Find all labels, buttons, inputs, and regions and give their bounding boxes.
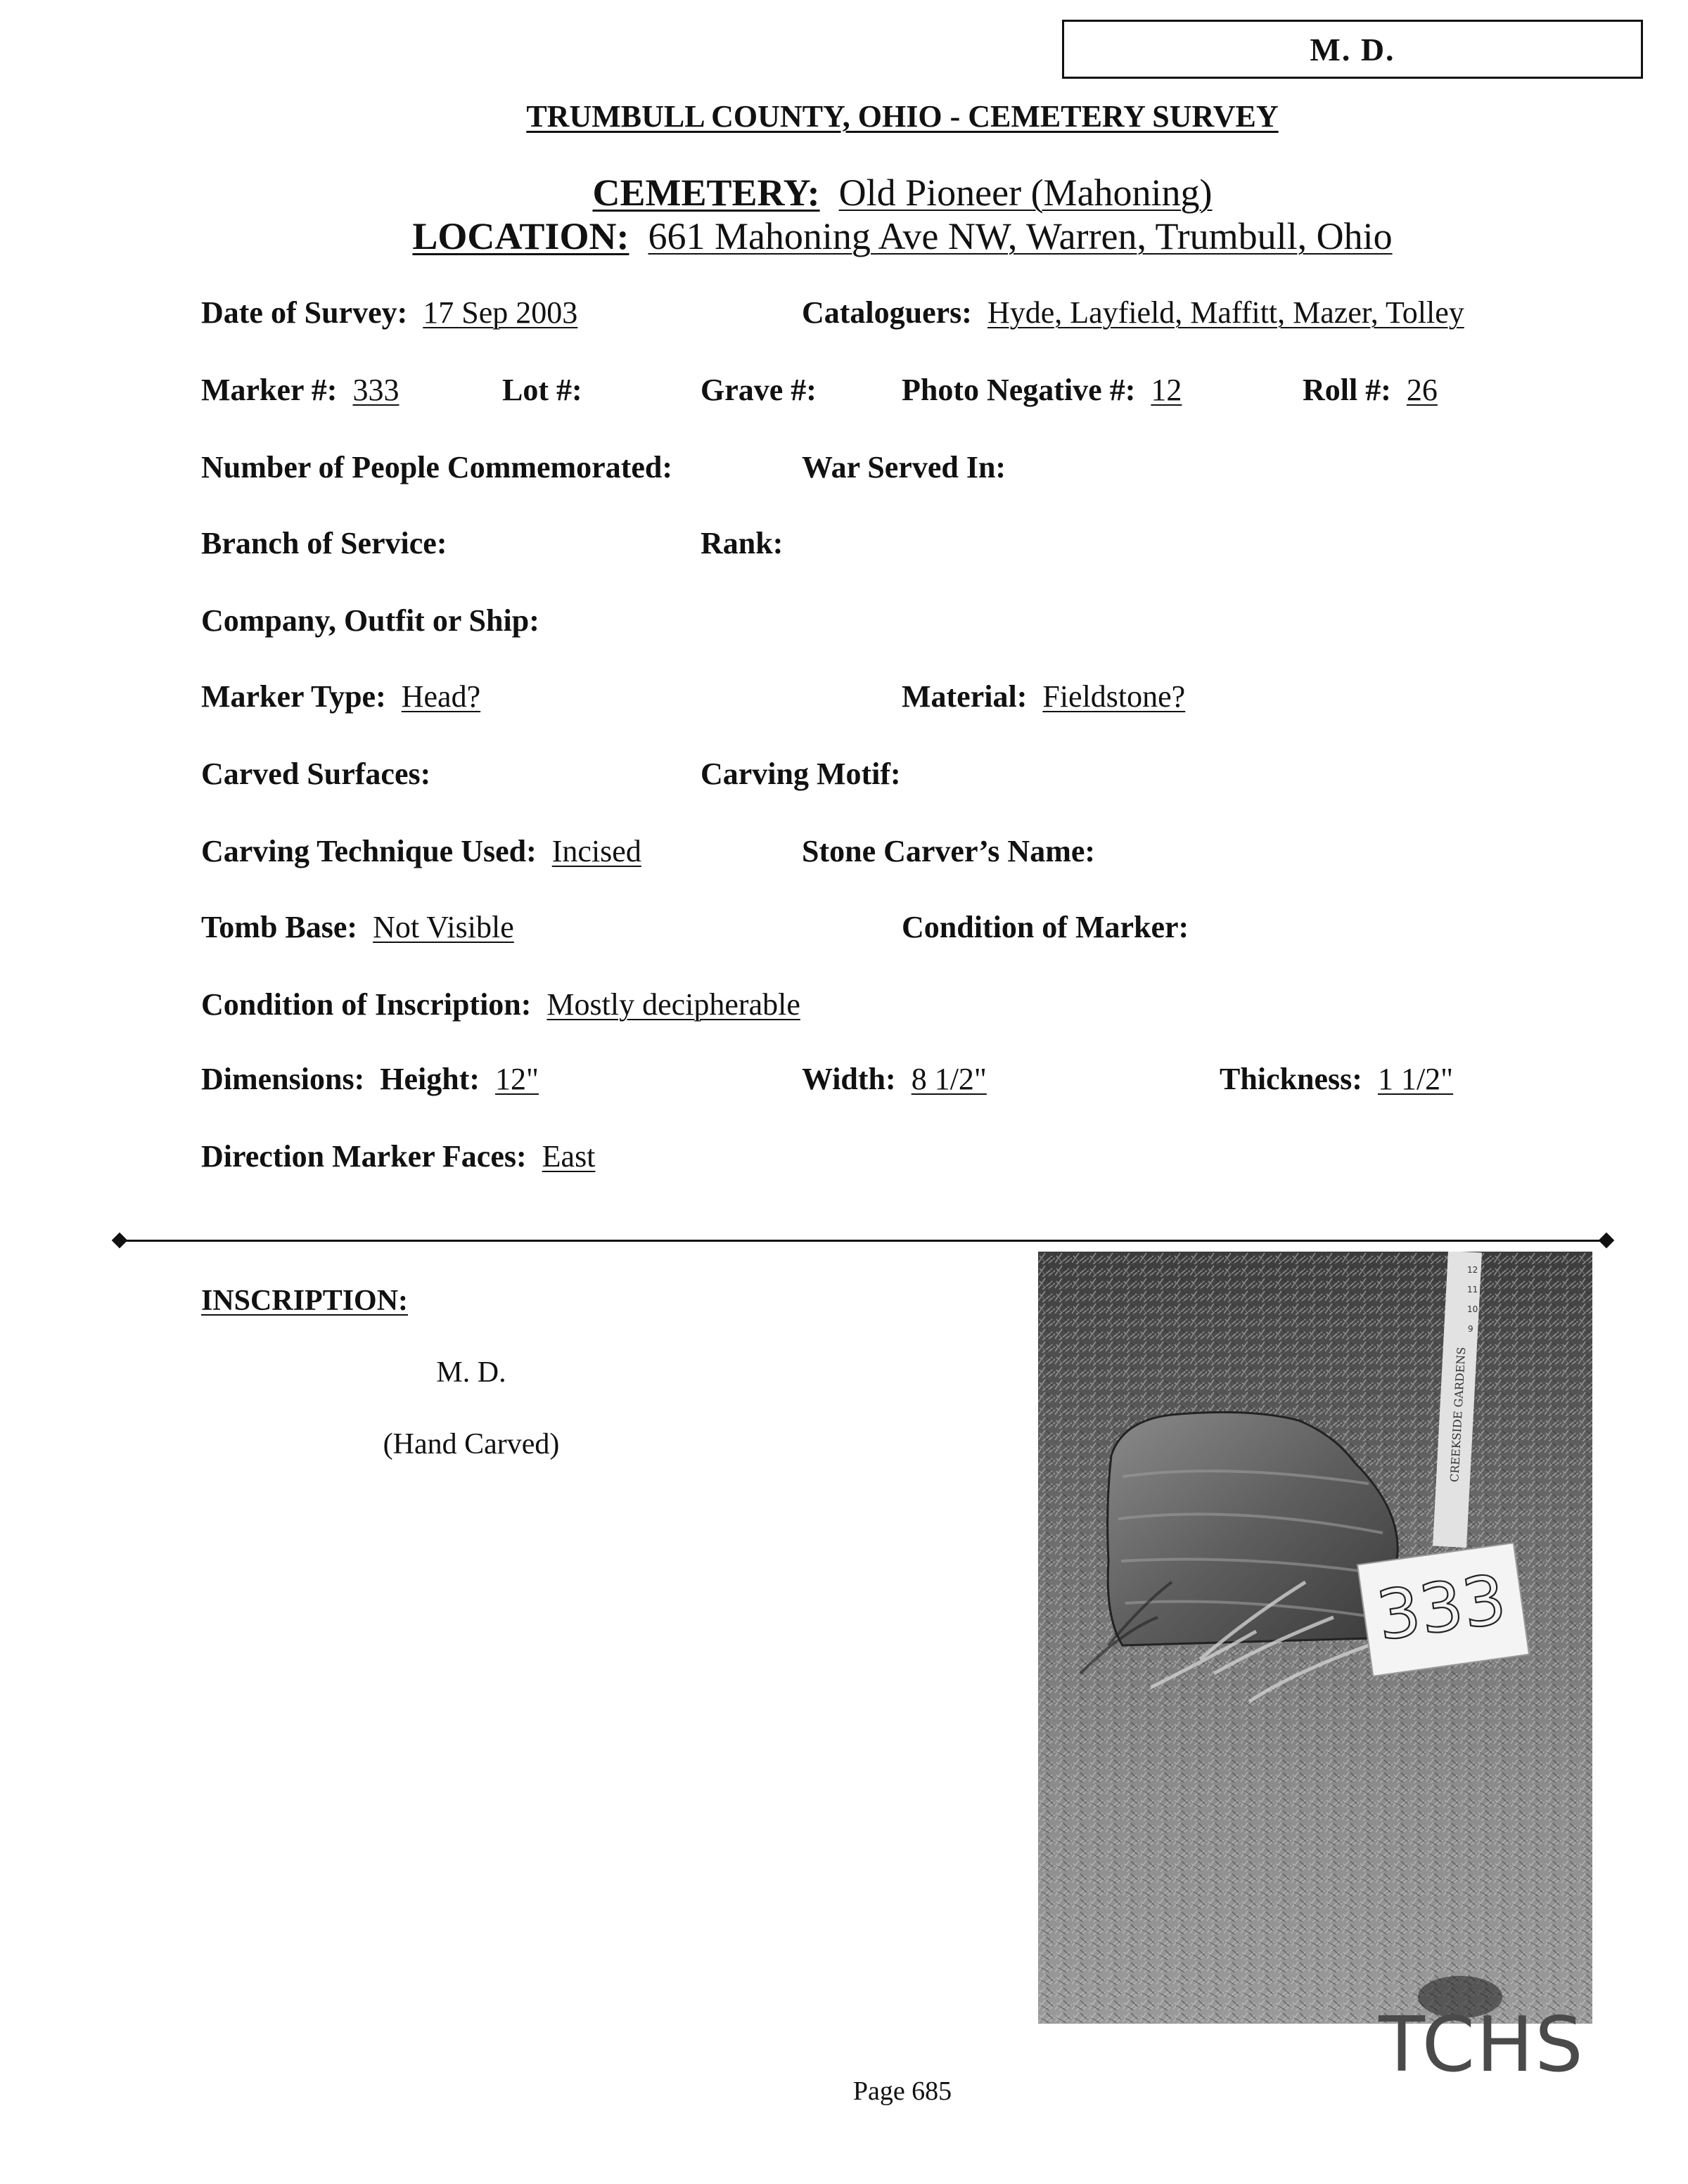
cemetery-value: Old Pioneer (Mahoning) <box>838 172 1213 214</box>
field-company-outfit-ship <box>201 602 539 640</box>
field-label: War Served In: <box>802 450 1006 484</box>
field-thickness <box>1220 1060 1453 1098</box>
field-value: 333 <box>352 373 399 407</box>
height-label: Height: <box>380 1062 480 1096</box>
ruler-number: 9 <box>1468 1324 1473 1334</box>
field-label: Stone Carver’s Name: <box>802 834 1096 868</box>
field-direction-faces <box>201 1138 595 1176</box>
field-carving-motif <box>701 755 901 793</box>
field-value: East <box>542 1139 596 1174</box>
field-label: Grave #: <box>701 373 817 407</box>
field-carving-technique <box>201 833 641 871</box>
ruler-number: 12 <box>1467 1265 1478 1275</box>
field-value: Hyde, Layfield, Maffitt, Mazer, Tolley <box>987 295 1464 330</box>
section-divider <box>120 1240 1608 1242</box>
field-grave-no <box>701 371 817 409</box>
location-line <box>0 214 1688 259</box>
thickness-label: Thickness: <box>1220 1062 1362 1096</box>
ruler-number: 10 <box>1467 1304 1478 1314</box>
location-value: 661 Mahoning Ave NW, Warren, Trumbull, Ohio <box>648 215 1393 257</box>
field-label: Roll #: <box>1303 373 1391 407</box>
field-label: Photo Negative #: <box>902 373 1136 407</box>
field-rank <box>701 525 783 563</box>
ruler-number: 11 <box>1467 1285 1478 1295</box>
field-dimensions <box>201 1060 539 1098</box>
field-label: Condition of Inscription: <box>201 987 532 1022</box>
field-label: Branch of Service: <box>201 526 447 560</box>
tchs-watermark: TCHS <box>1379 2001 1585 2089</box>
cemetery-line <box>0 170 1688 215</box>
page-number: Page 685 <box>852 2076 952 2106</box>
field-stone-carver <box>802 833 1095 871</box>
field-value: 12 <box>1151 373 1182 407</box>
field-label: Number of People Commemorated: <box>201 450 673 484</box>
field-value: 17 Sep 2003 <box>423 295 578 330</box>
inscription-label: INSCRIPTION: <box>201 1285 409 1317</box>
field-marker-type <box>201 678 480 716</box>
cemetery-label: CEMETERY: <box>592 172 820 214</box>
field-value: 26 <box>1406 373 1438 407</box>
field-value: Mostly decipherable <box>546 987 800 1022</box>
field-photo-negative-no <box>902 371 1182 409</box>
marker-id-box: M. D. <box>1062 20 1643 79</box>
field-condition-of-marker <box>902 908 1189 946</box>
field-label: Marker Type: <box>201 679 386 714</box>
width-value: 8 1/2" <box>911 1062 987 1096</box>
thickness-value: 1 1/2" <box>1377 1062 1454 1096</box>
field-label: Direction Marker Faces: <box>201 1139 527 1174</box>
field-label: Date of Survey: <box>201 295 408 330</box>
survey-title: TRUMBULL COUNTY, OHIO - CEMETERY SURVEY <box>526 99 1279 134</box>
marker-number-card <box>1357 1543 1529 1676</box>
ruler-text: CREEKSIDE GARDENS <box>1447 1347 1469 1483</box>
field-value: Not Visible <box>373 910 514 944</box>
field-marker-no <box>201 371 399 409</box>
field-value: Fieldstone? <box>1042 679 1186 714</box>
field-tomb-base <box>201 908 514 946</box>
field-label: Dimensions: <box>201 1062 365 1096</box>
field-cataloguers <box>802 294 1464 332</box>
field-label: Cataloguers: <box>802 295 972 330</box>
field-condition-of-inscription <box>201 986 800 1024</box>
divider-end-right <box>1599 1233 1615 1249</box>
width-label: Width: <box>802 1062 896 1096</box>
field-width <box>802 1060 987 1098</box>
field-label: Company, Outfit or Ship: <box>201 603 539 638</box>
field-label: Marker #: <box>201 373 338 407</box>
height-value: 12" <box>495 1062 539 1096</box>
field-people-commemorated <box>201 449 672 487</box>
field-value: Head? <box>401 679 481 714</box>
field-lot-no <box>502 371 582 409</box>
field-label: Condition of Marker: <box>902 910 1189 944</box>
field-label: Tomb Base: <box>201 910 358 944</box>
inscription-line: (Hand Carved) <box>383 1428 560 1460</box>
field-label: Carved Surfaces: <box>201 757 431 791</box>
field-war-served-in <box>802 449 1006 487</box>
field-label: Carving Technique Used: <box>201 834 537 868</box>
inscription-line: M. D. <box>436 1356 506 1389</box>
field-material <box>902 678 1185 716</box>
field-label: Material: <box>902 679 1028 714</box>
field-date-of-survey <box>201 294 577 332</box>
field-branch-of-service <box>201 525 447 563</box>
field-label: Lot #: <box>502 373 582 407</box>
divider-end-left <box>112 1233 128 1249</box>
field-carved-surfaces <box>201 755 430 793</box>
field-label: Rank: <box>701 526 784 560</box>
marker-photo <box>1038 1252 1592 2024</box>
location-label: LOCATION: <box>412 215 629 257</box>
field-roll-no <box>1303 371 1438 409</box>
marker-card-text: 333 <box>1372 1560 1511 1656</box>
field-value: Incised <box>551 834 641 868</box>
field-label: Carving Motif: <box>701 757 901 791</box>
